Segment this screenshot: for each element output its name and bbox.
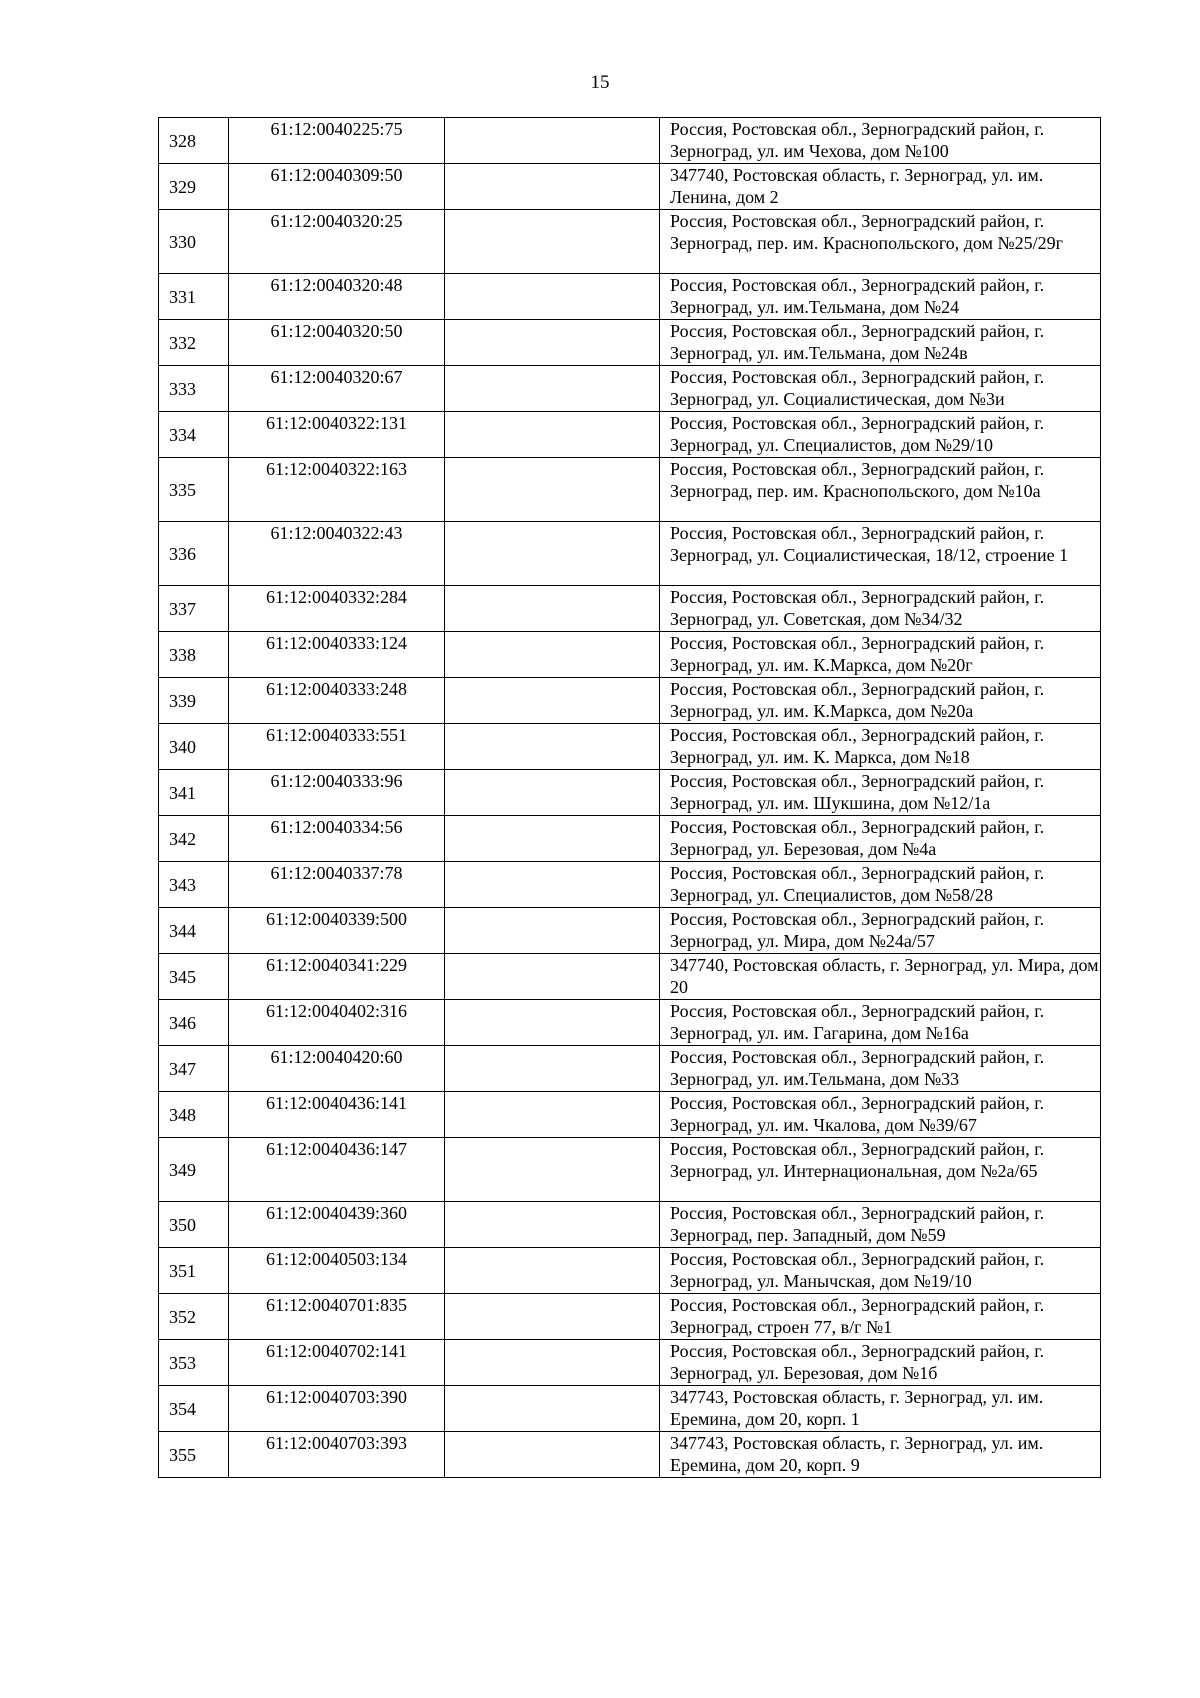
table-row	[159, 1340, 1101, 1386]
cadastral-number-cell: 61:12:0040225:75	[229, 118, 445, 164]
table-row	[159, 586, 1101, 632]
cadastral-number-cell: 61:12:0040436:147	[229, 1138, 445, 1202]
cadastral-number-cell: 61:12:0040322:43	[229, 522, 445, 586]
empty-cell	[445, 1248, 660, 1294]
row-number-cell: 329	[159, 164, 229, 210]
empty-cell	[445, 770, 660, 816]
empty-cell	[445, 118, 660, 164]
table-row	[159, 458, 1101, 522]
row-number-cell: 350	[159, 1202, 229, 1248]
row-number-cell: 335	[159, 458, 229, 522]
table-row	[159, 164, 1101, 210]
empty-cell	[445, 1432, 660, 1478]
empty-cell	[445, 274, 660, 320]
row-number-cell: 355	[159, 1432, 229, 1478]
address-cell: Россия, Ростовская обл., Зерноградский район, г. Зерноград, ул. Социалистическая, дом №3и	[660, 366, 1101, 412]
empty-cell	[445, 632, 660, 678]
row-number-cell: 353	[159, 1340, 229, 1386]
property-registry-table	[158, 117, 1101, 1478]
address-cell: Россия, Ростовская обл., Зерноградский район, г. Зерноград, ул. им.Тельмана, дом №24	[660, 274, 1101, 320]
empty-cell	[445, 164, 660, 210]
row-number-cell: 349	[159, 1138, 229, 1202]
address-cell: Россия, Ростовская обл., Зерноградский район, г. Зерноград, строен 77, в/г №1	[660, 1294, 1101, 1340]
address-cell: Россия, Ростовская обл., Зерноградский район, г. Зерноград, ул. им. К. Маркса, дом №18	[660, 724, 1101, 770]
registry-body	[159, 118, 1101, 1478]
row-number-cell: 331	[159, 274, 229, 320]
empty-cell	[445, 366, 660, 412]
empty-cell	[445, 678, 660, 724]
row-number-cell: 343	[159, 862, 229, 908]
cadastral-number-cell: 61:12:0040703:393	[229, 1432, 445, 1478]
row-number-cell: 348	[159, 1092, 229, 1138]
row-number-cell: 351	[159, 1248, 229, 1294]
row-number-cell: 347	[159, 1046, 229, 1092]
address-cell: 347743, Ростовская область, г. Зерноград, ул. им. Еремина, дом 20, корп. 9	[660, 1432, 1101, 1478]
row-number-cell: 346	[159, 1000, 229, 1046]
table-row	[159, 522, 1101, 586]
cadastral-number-cell: 61:12:0040341:229	[229, 954, 445, 1000]
empty-cell	[445, 1340, 660, 1386]
table-row	[159, 210, 1101, 274]
address-cell: Россия, Ростовская обл., Зерноградский район, г. Зерноград, ул. им. Гагарина, дом №16а	[660, 1000, 1101, 1046]
table-row	[159, 274, 1101, 320]
row-number-cell: 340	[159, 724, 229, 770]
empty-cell	[445, 1138, 660, 1202]
address-cell: Россия, Ростовская обл., Зерноградский район, г. Зерноград, ул. Интернациональная, дом №2а/65	[660, 1138, 1101, 1202]
address-cell: Россия, Ростовская обл., Зерноградский район, г. Зерноград, ул. Березовая, дом №4а	[660, 816, 1101, 862]
row-number-cell: 341	[159, 770, 229, 816]
row-number-cell: 336	[159, 522, 229, 586]
address-cell: Россия, Ростовская обл., Зерноградский район, г. Зерноград, ул. им. Чкалова, дом №39/67	[660, 1092, 1101, 1138]
table-row	[159, 632, 1101, 678]
row-number-cell: 333	[159, 366, 229, 412]
empty-cell	[445, 1000, 660, 1046]
cadastral-number-cell: 61:12:0040320:50	[229, 320, 445, 366]
cadastral-number-cell: 61:12:0040322:163	[229, 458, 445, 522]
cadastral-number-cell: 61:12:0040332:284	[229, 586, 445, 632]
cadastral-number-cell: 61:12:0040436:141	[229, 1092, 445, 1138]
address-cell: Россия, Ростовская обл., Зерноградский район, г. Зерноград, пер. Западный, дом №59	[660, 1202, 1101, 1248]
empty-cell	[445, 1046, 660, 1092]
table-row	[159, 724, 1101, 770]
cadastral-number-cell: 61:12:0040334:56	[229, 816, 445, 862]
cadastral-number-cell: 61:12:0040337:78	[229, 862, 445, 908]
page-number: 15	[590, 72, 610, 93]
table-row	[159, 1202, 1101, 1248]
cadastral-number-cell: 61:12:0040320:25	[229, 210, 445, 274]
row-number-cell: 334	[159, 412, 229, 458]
table-row	[159, 678, 1101, 724]
cadastral-number-cell: 61:12:0040439:360	[229, 1202, 445, 1248]
cadastral-number-cell: 61:12:0040703:390	[229, 1386, 445, 1432]
table-row	[159, 816, 1101, 862]
table-row	[159, 1138, 1101, 1202]
empty-cell	[445, 458, 660, 522]
empty-cell	[445, 1386, 660, 1432]
table-row	[159, 412, 1101, 458]
empty-cell	[445, 816, 660, 862]
empty-cell	[445, 1294, 660, 1340]
table-row	[159, 1386, 1101, 1432]
empty-cell	[445, 586, 660, 632]
address-cell: Россия, Ростовская обл., Зерноградский район, г. Зерноград, ул. им Чехова, дом №100	[660, 118, 1101, 164]
empty-cell	[445, 1202, 660, 1248]
address-cell: Россия, Ростовская обл., Зерноградский район, г. Зерноград, пер. им. Краснопольского, дом №25/29г	[660, 210, 1101, 274]
cadastral-number-cell: 61:12:0040333:124	[229, 632, 445, 678]
empty-cell	[445, 954, 660, 1000]
empty-cell	[445, 210, 660, 274]
row-number-cell: 337	[159, 586, 229, 632]
row-number-cell: 344	[159, 908, 229, 954]
row-number-cell: 354	[159, 1386, 229, 1432]
row-number-cell: 339	[159, 678, 229, 724]
cadastral-number-cell: 61:12:0040322:131	[229, 412, 445, 458]
address-cell: Россия, Ростовская обл., Зерноградский район, г. Зерноград, ул. им.Тельмана, дом №33	[660, 1046, 1101, 1092]
empty-cell	[445, 522, 660, 586]
row-number-cell: 328	[159, 118, 229, 164]
row-number-cell: 338	[159, 632, 229, 678]
empty-cell	[445, 412, 660, 458]
cadastral-number-cell: 61:12:0040402:316	[229, 1000, 445, 1046]
table-row	[159, 908, 1101, 954]
address-cell: Россия, Ростовская обл., Зерноградский район, г. Зерноград, ул. Мира, дом №24а/57	[660, 908, 1101, 954]
row-number-cell: 352	[159, 1294, 229, 1340]
table-row	[159, 1092, 1101, 1138]
cadastral-number-cell: 61:12:0040503:134	[229, 1248, 445, 1294]
cadastral-number-cell: 61:12:0040702:141	[229, 1340, 445, 1386]
address-cell: 347743, Ростовская область, г. Зерноград, ул. им. Еремина, дом 20, корп. 1	[660, 1386, 1101, 1432]
address-cell: Россия, Ростовская обл., Зерноградский район, г. Зерноград, ул. Специалистов, дом №58/28	[660, 862, 1101, 908]
empty-cell	[445, 862, 660, 908]
address-cell: Россия, Ростовская обл., Зерноградский район, г. Зерноград, ул. Специалистов, дом №29/10	[660, 412, 1101, 458]
cadastral-number-cell: 61:12:0040320:67	[229, 366, 445, 412]
table-row	[159, 366, 1101, 412]
address-cell: Россия, Ростовская обл., Зерноградский район, г. Зерноград, ул. им.Тельмана, дом №24в	[660, 320, 1101, 366]
address-cell: Россия, Ростовская обл., Зерноградский район, г. Зерноград, ул. им. К.Маркса, дом №20а	[660, 678, 1101, 724]
table-row	[159, 862, 1101, 908]
row-number-cell: 330	[159, 210, 229, 274]
table-row	[159, 1248, 1101, 1294]
table-row	[159, 320, 1101, 366]
cadastral-number-cell: 61:12:0040420:60	[229, 1046, 445, 1092]
table-row	[159, 1046, 1101, 1092]
empty-cell	[445, 908, 660, 954]
table-row	[159, 118, 1101, 164]
address-cell: Россия, Ростовская обл., Зерноградский район, г. Зерноград, ул. Манычская, дом №19/10	[660, 1248, 1101, 1294]
table-row	[159, 1294, 1101, 1340]
cadastral-number-cell: 61:12:0040333:248	[229, 678, 445, 724]
empty-cell	[445, 320, 660, 366]
row-number-cell: 345	[159, 954, 229, 1000]
row-number-cell: 342	[159, 816, 229, 862]
empty-cell	[445, 1092, 660, 1138]
address-cell: 347740, Ростовская область, г. Зерноград, ул. Мира, дом 20	[660, 954, 1101, 1000]
table-row	[159, 954, 1101, 1000]
cadastral-number-cell: 61:12:0040339:500	[229, 908, 445, 954]
cadastral-number-cell: 61:12:0040701:835	[229, 1294, 445, 1340]
address-cell: Россия, Ростовская обл., Зерноградский район, г. Зерноград, пер. им. Краснопольского, дом №10а	[660, 458, 1101, 522]
cadastral-number-cell: 61:12:0040333:551	[229, 724, 445, 770]
address-cell: Россия, Ростовская обл., Зерноградский район, г. Зерноград, ул. Советская, дом №34/32	[660, 586, 1101, 632]
cadastral-number-cell: 61:12:0040320:48	[229, 274, 445, 320]
table-row	[159, 770, 1101, 816]
table-row	[159, 1000, 1101, 1046]
empty-cell	[445, 724, 660, 770]
table-row	[159, 1432, 1101, 1478]
address-cell: 347740, Ростовская область, г. Зерноград, ул. им. Ленина, дом 2	[660, 164, 1101, 210]
address-cell: Россия, Ростовская обл., Зерноградский район, г. Зерноград, ул. Березовая, дом №1б	[660, 1340, 1101, 1386]
address-cell: Россия, Ростовская обл., Зерноградский район, г. Зерноград, ул. Социалистическая, 18/12, строение 1	[660, 522, 1101, 586]
address-cell: Россия, Ростовская обл., Зерноградский район, г. Зерноград, ул. им. К.Маркса, дом №20г	[660, 632, 1101, 678]
address-cell: Россия, Ростовская обл., Зерноградский район, г. Зерноград, ул. им. Шукшина, дом №12/1а	[660, 770, 1101, 816]
cadastral-number-cell: 61:12:0040309:50	[229, 164, 445, 210]
row-number-cell: 332	[159, 320, 229, 366]
cadastral-number-cell: 61:12:0040333:96	[229, 770, 445, 816]
